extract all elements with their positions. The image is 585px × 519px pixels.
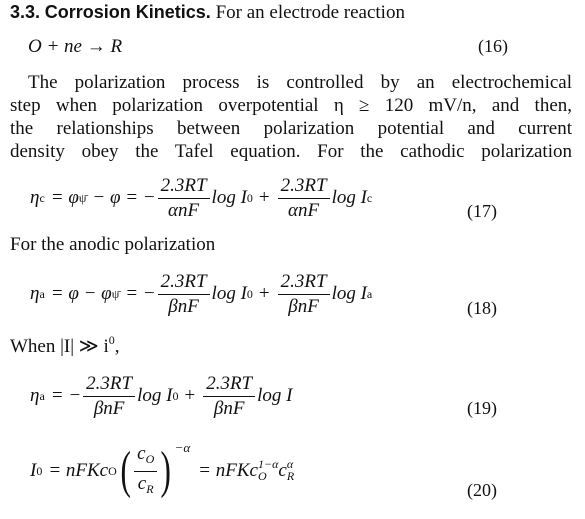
eq20-exp: −α (174, 440, 191, 455)
equation-20 (10, 438, 570, 504)
eq20-lhs-sub: 0 (36, 463, 43, 478)
eq17-frac1 (158, 174, 210, 223)
eq18-frac2-den: βnF (288, 295, 319, 317)
right-paren: ) (160, 442, 172, 499)
eq20-frac-den-text: c (137, 472, 147, 494)
paragraph-line: the relationships between polarization potential and current (10, 118, 572, 139)
eq19-frac2 (203, 372, 255, 421)
eq20-rhs2-scripts (287, 458, 294, 482)
when-text: When |I| ≫ i (10, 336, 109, 357)
eq17-log1-sub: 0 (246, 190, 253, 205)
paragraph-line: density obey the Tafel equation. For the cathodic polarization (10, 141, 572, 162)
eq17-mid2: − φ = − (92, 187, 156, 208)
eq19-lhs-sub: a (39, 388, 45, 403)
eq19-frac1 (83, 372, 135, 421)
eq18-frac2-num: 2.3RT (278, 270, 330, 295)
eq17-log2-sub: c (366, 190, 373, 205)
eq18-log2: log I (331, 283, 367, 304)
eq18-log2-sub: a (366, 286, 373, 301)
section-title: Corrosion Kinetics. (44, 2, 211, 22)
eq19-plus: + (184, 385, 196, 406)
eq17-lhs: η (30, 187, 40, 208)
eq19-mid: = − (50, 385, 82, 406)
eq20-frac-num-text: c (137, 442, 146, 464)
reaction-text: O + ne → R (28, 36, 123, 57)
eq17-frac1-den: αnF (168, 199, 200, 221)
equation-19 (10, 366, 570, 426)
eq17-frac2-den: αnF (288, 199, 320, 221)
eq20-frac-den (135, 472, 157, 501)
eq17-mid: = φ (50, 187, 79, 208)
eq18-lhs-sub: a (39, 286, 45, 301)
equation-18 (10, 264, 570, 324)
anodic-intro: For the anodic polarization (10, 234, 216, 255)
equation-number-19: (19) (467, 398, 497, 418)
equation-16 (28, 36, 568, 62)
eq19-log2: log I (257, 385, 293, 406)
eq17-frac2-num: 2.3RT (278, 174, 330, 199)
eq17-log2: log I (331, 187, 367, 208)
paragraph-line: step when polarization overpotential η ≥ 120 mV/n, and then, (10, 95, 572, 116)
eq19-frac2-num: 2.3RT (203, 372, 255, 397)
when-tail: , (114, 336, 120, 357)
eq20-rhs: = nFKc (198, 460, 258, 481)
eq20-rhs-sub: O (257, 469, 267, 483)
equation-number-18: (18) (467, 298, 497, 318)
eq17-log1: log I (211, 187, 247, 208)
eq20-lhs: I (30, 460, 37, 481)
eq20-frac-num-sub: O (145, 451, 155, 466)
eq20-mid-sub: O (108, 463, 117, 478)
eq19-frac1-den: βnF (93, 397, 125, 419)
eq17-frac1-num: 2.3RT (158, 174, 210, 199)
eq19-log1: log I (137, 385, 173, 406)
eq18-mid: = φ − φ (50, 283, 112, 304)
eq18-mid2: = − (125, 283, 156, 304)
paragraph-line: The polarization process is controlled by an electrochemical (28, 72, 572, 93)
equation-number-16: (16) (478, 36, 508, 56)
eq18-frac1 (158, 270, 210, 319)
eq18-frac1-den: βnF (168, 295, 199, 317)
eq19-lhs: η (30, 385, 40, 406)
section-number: 3.3. (10, 2, 41, 22)
when-sup: 0 (108, 333, 115, 347)
eq20-rhs2-sub: R (286, 469, 295, 483)
body-paragraph (10, 71, 572, 163)
eq20-frac (134, 442, 157, 501)
eq20-rhs2-sup: α (286, 457, 294, 471)
section-heading (10, 2, 580, 24)
when-line (10, 333, 119, 358)
eq20-rhs2: c (278, 460, 287, 481)
eq19-log1-sub: 0 (172, 388, 179, 403)
eq19-frac2-den: βnF (213, 397, 245, 419)
eq17-lhs-sub: c (39, 190, 45, 205)
eq18-frac2 (278, 270, 330, 319)
eq20-rhs-sup: 1−α (257, 457, 279, 471)
equation-number-17: (17) (467, 201, 497, 221)
eq20-frac-den-sub: R (146, 481, 154, 496)
eq20-frac-num (134, 442, 157, 472)
eq18-frac1-num: 2.3RT (158, 270, 210, 295)
eq18-mid-sub: ψ̄ (111, 286, 120, 301)
eq18-lhs: η (30, 283, 40, 304)
equation-17 (10, 168, 570, 228)
left-paren: ( (120, 442, 131, 499)
eq18-plus: + (258, 283, 270, 304)
eq20-rhs-scripts (258, 458, 278, 482)
equation-number-20: (20) (467, 480, 497, 500)
eq18-log1: log I (211, 283, 247, 304)
eq17-plus: + (258, 187, 270, 208)
eq18-log1-sub: 0 (246, 286, 253, 301)
section-intro: For an electrode reaction (215, 2, 405, 23)
eq17-mid-sub: ψ̄ (78, 190, 87, 205)
eq19-frac1-num: 2.3RT (83, 372, 135, 397)
eq17-frac2 (278, 174, 330, 223)
eq20-mid: = nFKc (48, 460, 109, 481)
